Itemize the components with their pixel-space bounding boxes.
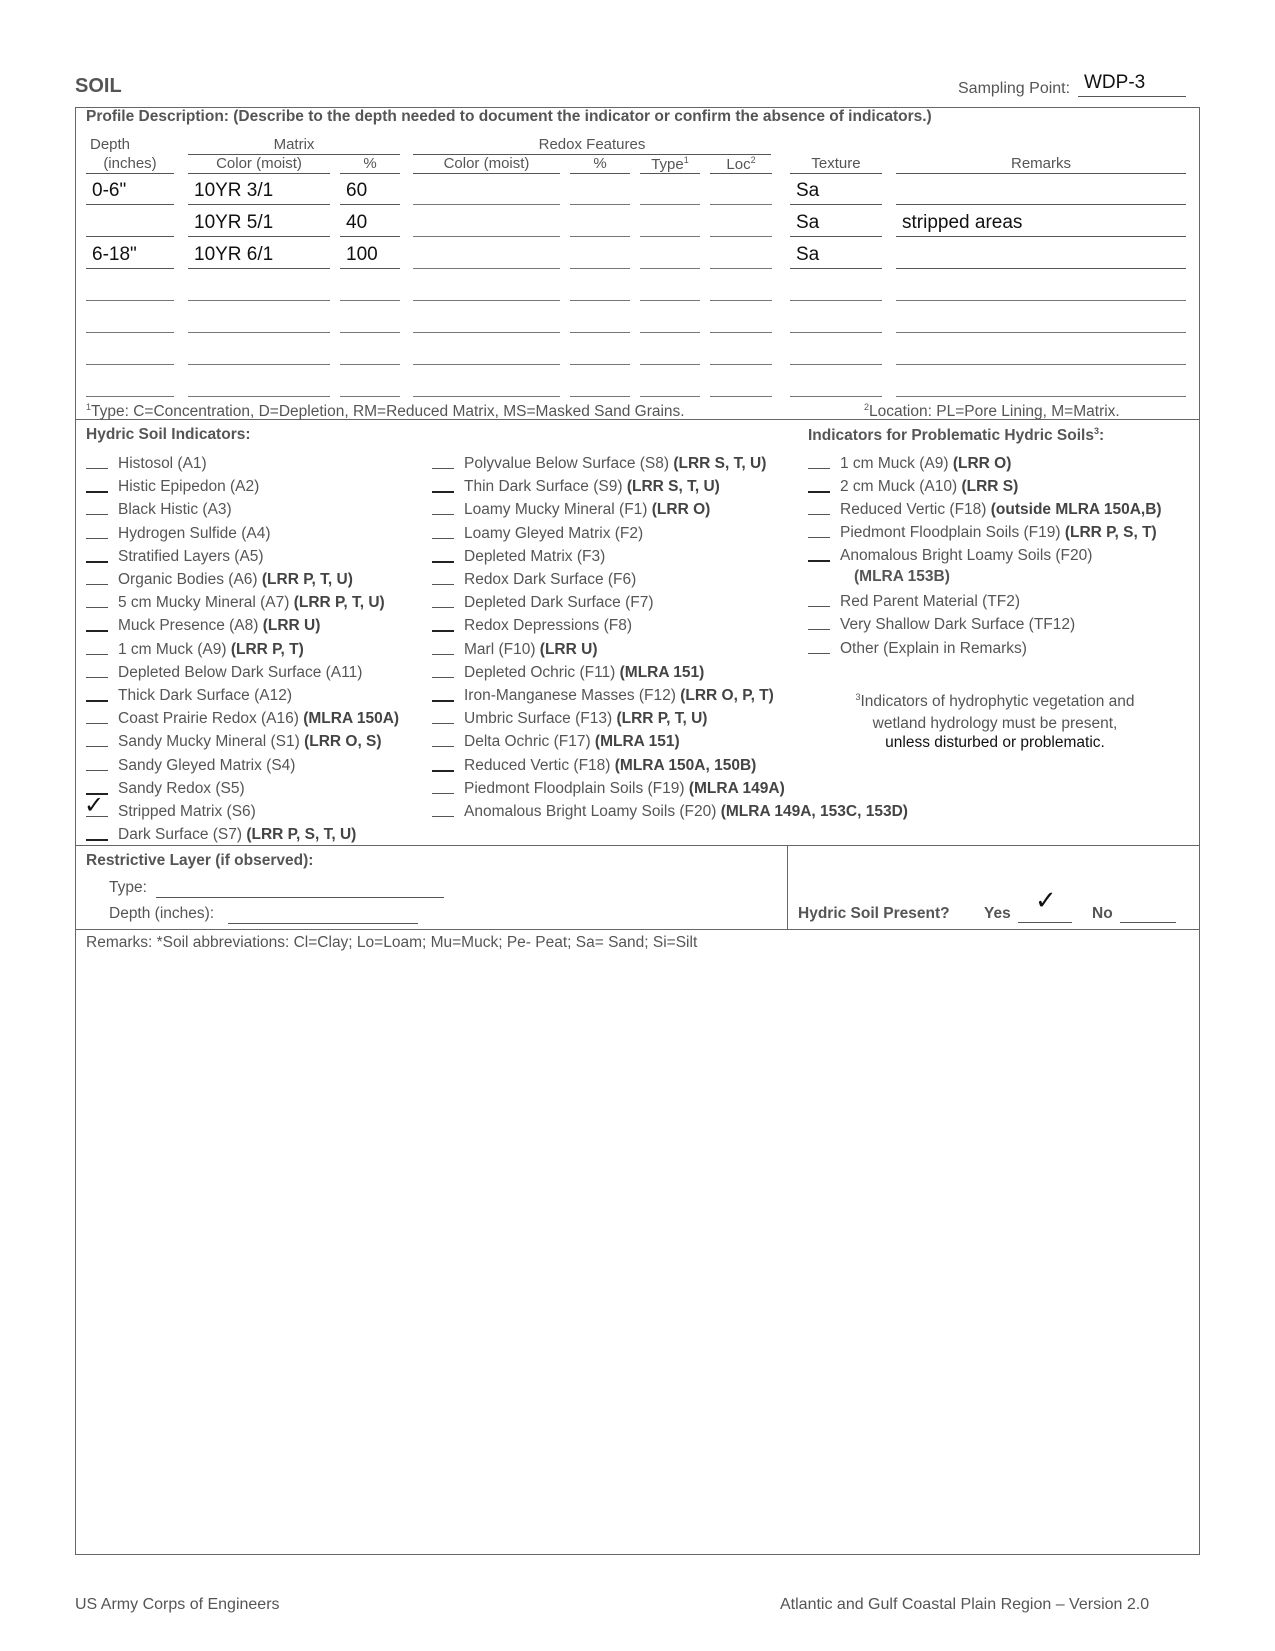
matrix-color-cell[interactable] bbox=[188, 338, 330, 365]
indicator-checkbox[interactable] bbox=[808, 499, 830, 515]
indicator-checkbox[interactable] bbox=[432, 476, 454, 493]
depth-cell[interactable] bbox=[86, 274, 174, 301]
matrix-pct-cell[interactable] bbox=[340, 338, 400, 365]
indicator-label: Histosol (A1) bbox=[118, 455, 207, 472]
indicator-label: Depleted Dark Surface (F7) bbox=[464, 594, 654, 612]
loc-cell[interactable] bbox=[710, 306, 772, 333]
indicator-checkbox[interactable] bbox=[432, 523, 454, 539]
indicator-region: (MLRA 150A) bbox=[303, 710, 400, 728]
indicator-label: Stripped Matrix (S6) bbox=[118, 803, 256, 820]
yes-check-icon: ✓ bbox=[1035, 885, 1057, 915]
matrix-color-cell[interactable] bbox=[188, 306, 330, 333]
indicator-item[interactable] bbox=[86, 778, 245, 800]
problematic-indicator-item[interactable] bbox=[808, 591, 1020, 613]
redox-pct-header: % bbox=[570, 155, 630, 174]
remarks-cell[interactable]: stripped areas bbox=[896, 210, 1186, 237]
indicator-checkbox[interactable] bbox=[86, 755, 108, 771]
matrix-pct-cell[interactable]: 100 bbox=[340, 242, 400, 269]
indicator-label: 1 cm Muck (A9) bbox=[840, 455, 953, 472]
restrictive-depth-label: Depth (inches): bbox=[109, 905, 215, 922]
indicator-label: Depleted Ochric (F11) bbox=[464, 663, 620, 681]
divider-remarks bbox=[75, 929, 1200, 930]
loc-cell[interactable] bbox=[710, 274, 772, 301]
indicator-item[interactable] bbox=[432, 755, 756, 777]
problematic-indicator-item[interactable] bbox=[808, 638, 1027, 660]
indicator-item[interactable] bbox=[86, 755, 295, 777]
indicator-label: Red Parent Material (TF2) bbox=[840, 593, 1021, 610]
redox-pct-cell[interactable] bbox=[570, 274, 630, 301]
indicator-label: Histic Epipedon (A2) bbox=[118, 478, 260, 496]
depth-cell[interactable] bbox=[86, 306, 174, 333]
indicator-item[interactable] bbox=[86, 824, 356, 846]
indicator-checkbox[interactable] bbox=[432, 453, 454, 469]
indicator-label: Delta Ochric (F17) bbox=[464, 733, 595, 751]
type-cell[interactable] bbox=[640, 370, 700, 397]
depth-cell[interactable] bbox=[86, 370, 174, 397]
indicator-label: Muck Presence (A8) bbox=[118, 617, 263, 635]
problematic-indicator-item[interactable] bbox=[808, 614, 1075, 636]
indicator-label: Very Shallow Dark Surface (TF12) bbox=[840, 616, 1076, 633]
redox-color-cell[interactable] bbox=[413, 178, 560, 205]
redox-color-cell[interactable] bbox=[413, 338, 560, 365]
indicator-footnote-line1: $^3$Indicators of hydrophytic vegetation and bbox=[855, 692, 1135, 711]
indicator-checkbox[interactable] bbox=[432, 778, 454, 794]
matrix-color-cell[interactable] bbox=[188, 274, 330, 301]
restrictive-type-field[interactable] bbox=[156, 879, 444, 898]
indicator-checkbox[interactable] bbox=[86, 499, 108, 515]
indicator-label: Redox Depressions (F8) bbox=[464, 617, 632, 635]
indicator-checkbox[interactable] bbox=[808, 638, 830, 654]
type-cell[interactable] bbox=[640, 306, 700, 333]
depth-cell[interactable]: 0-6" bbox=[86, 178, 174, 205]
indicator-item[interactable] bbox=[86, 523, 271, 545]
indicator-item[interactable] bbox=[86, 569, 353, 591]
indicator-checkbox[interactable] bbox=[432, 592, 454, 608]
indicator-region: (LRR P, T) bbox=[230, 640, 304, 658]
texture-cell[interactable]: Sa bbox=[790, 242, 882, 269]
indicator-region: (LRR O, S) bbox=[304, 733, 382, 751]
indicator-checkbox[interactable] bbox=[86, 523, 108, 539]
indicator-region: (LRR O, P, T) bbox=[680, 687, 774, 704]
indicator-item[interactable] bbox=[432, 801, 908, 823]
indicator-label: Marl (F10) bbox=[464, 640, 540, 658]
indicator-label: Iron-Manganese Masses (F12) bbox=[464, 687, 681, 704]
matrix-pct-cell[interactable]: 40 bbox=[340, 210, 400, 237]
remarks-cell[interactable] bbox=[896, 338, 1186, 365]
redox-pct-cell[interactable] bbox=[570, 210, 630, 237]
indicator-region: (LRR U) bbox=[539, 640, 598, 658]
indicator-item[interactable] bbox=[432, 615, 632, 637]
indicator-item[interactable] bbox=[84, 792, 256, 823]
indicator-checkbox[interactable] bbox=[808, 591, 830, 607]
mlra-153b-note: (MLRA 153B) bbox=[854, 568, 950, 585]
problematic-indicators-title: Indicators for Problematic Hydric Soils$^3$: bbox=[808, 426, 1105, 445]
indicator-label: Piedmont Floodplain Soils (F19) bbox=[464, 779, 689, 797]
indicator-checkbox[interactable] bbox=[432, 755, 454, 772]
indicator-label: Other (Explain in Remarks) bbox=[840, 640, 1027, 657]
indicator-item[interactable] bbox=[86, 453, 207, 475]
restrictive-depth-field[interactable] bbox=[228, 905, 418, 924]
indicator-item[interactable] bbox=[432, 546, 605, 568]
indicator-checkbox[interactable] bbox=[432, 499, 454, 515]
problematic-indicator-item[interactable] bbox=[808, 545, 1092, 567]
indicator-item[interactable] bbox=[432, 685, 774, 707]
loc-cell[interactable] bbox=[710, 338, 772, 365]
indicator-region: (LRR P, S, T, U) bbox=[246, 826, 357, 844]
indicator-item[interactable] bbox=[432, 523, 643, 545]
redox-pct-cell[interactable] bbox=[570, 338, 630, 365]
indicator-label: 5 cm Mucky Mineral (A7) bbox=[118, 594, 294, 612]
indicator-item[interactable] bbox=[86, 615, 320, 637]
indicator-checkbox[interactable] bbox=[432, 708, 454, 724]
indicator-region: (MLRA 149A, 153C, 153D) bbox=[720, 803, 908, 820]
indicator-item[interactable] bbox=[86, 731, 382, 753]
indicator-item[interactable] bbox=[432, 569, 636, 591]
indicator-checkbox[interactable] bbox=[86, 685, 108, 702]
redox-color-cell[interactable] bbox=[413, 274, 560, 301]
indicator-label: Anomalous Bright Loamy Soils (F20) bbox=[464, 803, 721, 820]
indicator-region: (outside MLRA 150A,B) bbox=[990, 501, 1162, 518]
matrix-color-cell[interactable]: 10YR 6/1 bbox=[188, 242, 330, 269]
indicator-checkbox[interactable] bbox=[432, 546, 454, 563]
indicator-checkbox[interactable] bbox=[808, 545, 830, 562]
type-cell[interactable] bbox=[640, 210, 700, 237]
indicator-region: (LRR O) bbox=[651, 501, 711, 519]
remarks-text[interactable]: Remarks: *Soil abbreviations: Cl=Clay; Lo=Loam; Mu=Muck; Pe- Peat; Sa= Sand; Si=Silt bbox=[86, 934, 698, 951]
indicator-item[interactable] bbox=[432, 662, 704, 684]
indicator-label: Sandy Mucky Mineral (S1) bbox=[118, 733, 305, 751]
indicator-label: Umbric Surface (F13) bbox=[464, 710, 617, 728]
indicator-item[interactable] bbox=[432, 592, 654, 614]
redox-pct-cell[interactable] bbox=[570, 306, 630, 333]
indicator-label: 1 cm Muck (A9) bbox=[118, 640, 231, 658]
indicator-label: Thin Dark Surface (S9) bbox=[464, 478, 627, 496]
indicator-item[interactable] bbox=[432, 453, 766, 475]
indicator-label: Organic Bodies (A6) bbox=[118, 571, 262, 588]
footer-right: Atlantic and Gulf Coastal Plain Region – Version 2.0 bbox=[780, 1596, 1150, 1613]
redox-color-cell[interactable] bbox=[413, 306, 560, 333]
indicator-item[interactable] bbox=[86, 592, 385, 614]
indicator-label: Hydrogen Sulfide (A4) bbox=[118, 524, 271, 542]
type-cell[interactable] bbox=[640, 178, 700, 205]
indicator-item[interactable] bbox=[432, 499, 710, 521]
indicator-checkbox[interactable] bbox=[86, 546, 108, 563]
indicator-region: (LRR U) bbox=[262, 617, 321, 635]
indicator-checkbox[interactable] bbox=[432, 615, 454, 632]
indicator-label: Sandy Gleyed Matrix (S4) bbox=[118, 756, 296, 774]
indicator-checkbox[interactable] bbox=[808, 522, 830, 538]
indicator-label: Black Histic (A3) bbox=[118, 501, 232, 519]
matrix-color-header: Color (moist) bbox=[188, 155, 330, 174]
indicator-item[interactable] bbox=[86, 685, 292, 707]
indicator-checkbox[interactable] bbox=[86, 731, 108, 747]
no-label: No bbox=[1092, 905, 1113, 922]
depth-units-header: (inches) bbox=[86, 155, 174, 174]
indicator-label: Dark Surface (S7) bbox=[118, 826, 247, 844]
type-footnote: $^1$Type: C=Concentration, D=Depletion, RM=Reduced Matrix, MS=Masked Sand Grains. bbox=[86, 402, 685, 421]
indicator-region: (LRR S, T, U) bbox=[626, 478, 720, 496]
problematic-indicator-item[interactable] bbox=[808, 453, 1011, 475]
indicator-item[interactable] bbox=[86, 546, 264, 568]
texture-cell[interactable] bbox=[790, 306, 882, 333]
matrix-color-cell[interactable]: 10YR 3/1 bbox=[188, 178, 330, 205]
matrix-pct-cell[interactable]: 60 bbox=[340, 178, 400, 205]
indicator-checkbox[interactable] bbox=[86, 476, 108, 493]
sampling-point-label: Sampling Point: bbox=[958, 80, 1071, 97]
indicator-checkbox[interactable] bbox=[86, 662, 108, 678]
redox-color-cell[interactable] bbox=[413, 210, 560, 237]
divider-hydric-present bbox=[787, 845, 788, 929]
redox-group-header: Redox Features bbox=[413, 136, 771, 155]
indicator-region: (LRR P, T, U) bbox=[261, 571, 353, 588]
restrictive-layer-title: Restrictive Layer (if observed): bbox=[86, 852, 314, 869]
indicator-footnote-line3: unless disturbed or problematic. bbox=[885, 734, 1105, 751]
matrix-pct-cell[interactable] bbox=[340, 274, 400, 301]
restrictive-type-label: Type: bbox=[109, 879, 147, 896]
redox-pct-cell[interactable] bbox=[570, 242, 630, 269]
indicator-label: Piedmont Floodplain Soils (F19) bbox=[840, 524, 1065, 541]
indicator-region: (MLRA 151) bbox=[619, 663, 705, 681]
type-header: Type$^1$ bbox=[640, 155, 700, 174]
indicator-label: Loamy Mucky Mineral (F1) bbox=[464, 501, 652, 519]
indicator-label: Redox Dark Surface (F6) bbox=[464, 571, 637, 588]
texture-cell[interactable] bbox=[790, 370, 882, 397]
indicator-label: Reduced Vertic (F18) bbox=[840, 501, 991, 518]
loc-cell[interactable] bbox=[710, 210, 772, 237]
check-icon: ✓ bbox=[84, 792, 105, 819]
indicator-checkbox[interactable] bbox=[86, 708, 108, 724]
indicator-checkbox[interactable] bbox=[86, 615, 108, 632]
redox-color-cell[interactable] bbox=[413, 242, 560, 269]
indicator-item[interactable] bbox=[86, 708, 399, 730]
indicator-checkbox[interactable] bbox=[808, 614, 830, 630]
indicator-checkbox[interactable] bbox=[86, 453, 108, 469]
problematic-indicator-item[interactable] bbox=[808, 522, 1157, 544]
indicator-checkbox[interactable] bbox=[808, 476, 830, 493]
indicator-checkbox[interactable] bbox=[432, 569, 454, 585]
problematic-indicator-item[interactable] bbox=[808, 499, 1162, 521]
indicator-item[interactable] bbox=[86, 662, 362, 684]
indicator-label: Coast Prairie Redox (A16) bbox=[118, 710, 304, 728]
depth-cell[interactable]: 6-18" bbox=[86, 242, 174, 269]
texture-header: Texture bbox=[790, 155, 882, 174]
remarks-cell[interactable] bbox=[896, 274, 1186, 301]
indicator-item[interactable] bbox=[432, 778, 785, 800]
depth-header: Depth bbox=[90, 136, 131, 153]
matrix-pct-header: % bbox=[340, 155, 400, 174]
indicator-region: (MLRA 151) bbox=[594, 733, 680, 751]
indicator-label: 2 cm Muck (A10) bbox=[840, 478, 962, 495]
indicator-checkbox[interactable] bbox=[432, 639, 454, 655]
matrix-color-cell[interactable]: 10YR 5/1 bbox=[188, 210, 330, 237]
no-field[interactable] bbox=[1120, 904, 1176, 923]
matrix-group-header: Matrix bbox=[188, 136, 400, 155]
indicator-item[interactable] bbox=[86, 639, 304, 661]
indicator-checkbox[interactable] bbox=[86, 569, 108, 585]
indicator-region: (LRR S, T, U) bbox=[673, 455, 767, 472]
redox-color-cell[interactable] bbox=[413, 370, 560, 397]
remarks-cell[interactable] bbox=[896, 178, 1186, 205]
type-cell[interactable] bbox=[640, 338, 700, 365]
indicator-item[interactable] bbox=[432, 639, 597, 661]
indicator-region: (LRR P, S, T) bbox=[1064, 524, 1157, 541]
indicator-checkbox[interactable] bbox=[432, 731, 454, 747]
texture-cell[interactable] bbox=[790, 274, 882, 301]
indicator-item[interactable] bbox=[432, 708, 707, 730]
yes-label: Yes bbox=[984, 905, 1011, 922]
hydric-indicators-title: Hydric Soil Indicators: bbox=[86, 426, 251, 443]
loc-cell[interactable] bbox=[710, 178, 772, 205]
loc-header: Loc$^2$ bbox=[710, 155, 772, 174]
indicator-checkbox[interactable] bbox=[84, 792, 108, 819]
indicator-item[interactable] bbox=[432, 731, 680, 753]
indicator-checkbox[interactable] bbox=[86, 824, 108, 841]
matrix-pct-cell[interactable] bbox=[340, 370, 400, 397]
page-title: SOIL bbox=[75, 75, 122, 97]
indicator-checkbox[interactable] bbox=[808, 453, 830, 469]
indicator-footnote-line2: wetland hydrology must be present, bbox=[872, 715, 1118, 732]
sampling-point-field[interactable]: WDP-3 bbox=[1078, 72, 1186, 97]
redox-pct-cell[interactable] bbox=[570, 370, 630, 397]
indicator-label: Sandy Redox (S5) bbox=[118, 779, 245, 797]
indicator-label: Polyvalue Below Surface (S8) bbox=[464, 455, 674, 472]
indicator-region: (LRR P, T, U) bbox=[616, 710, 708, 728]
indicator-checkbox[interactable] bbox=[432, 685, 454, 702]
indicator-region: (MLRA 150A, 150B) bbox=[614, 756, 757, 774]
footer-left: US Army Corps of Engineers bbox=[75, 1596, 280, 1613]
profile-description-title: Profile Description: (Describe to the depth needed to document the indicator or confirm the absence of indicators.) bbox=[86, 108, 932, 125]
indicator-label: Reduced Vertic (F18) bbox=[464, 756, 615, 774]
indicator-region: (LRR S) bbox=[961, 478, 1019, 495]
indicator-item[interactable] bbox=[432, 476, 720, 498]
redox-pct-cell[interactable] bbox=[570, 178, 630, 205]
loc-cell[interactable] bbox=[710, 370, 772, 397]
depth-cell[interactable] bbox=[86, 338, 174, 365]
problematic-indicator-item[interactable] bbox=[808, 476, 1018, 498]
depth-cell[interactable] bbox=[86, 210, 174, 237]
texture-cell[interactable] bbox=[790, 338, 882, 365]
type-cell[interactable] bbox=[640, 274, 700, 301]
indicator-label: Depleted Below Dark Surface (A11) bbox=[118, 663, 363, 681]
hydric-soil-present-label: Hydric Soil Present? bbox=[798, 905, 950, 922]
loc-cell[interactable] bbox=[710, 242, 772, 269]
indicator-checkbox[interactable] bbox=[86, 592, 108, 608]
redox-color-header: Color (moist) bbox=[413, 155, 560, 174]
indicator-checkbox[interactable] bbox=[432, 662, 454, 678]
indicator-checkbox[interactable] bbox=[86, 639, 108, 655]
texture-cell[interactable]: Sa bbox=[790, 178, 882, 205]
type-cell[interactable] bbox=[640, 242, 700, 269]
indicator-label: Loamy Gleyed Matrix (F2) bbox=[464, 524, 644, 542]
remarks-cell[interactable] bbox=[896, 242, 1186, 269]
indicator-label: Thick Dark Surface (A12) bbox=[118, 687, 292, 704]
location-footnote: $^2$Location: PL=Pore Lining, M=Matrix. bbox=[864, 402, 1120, 421]
matrix-color-cell[interactable] bbox=[188, 370, 330, 397]
indicator-item[interactable] bbox=[86, 476, 259, 498]
remarks-header: Remarks bbox=[896, 155, 1186, 174]
indicator-region: (LRR O) bbox=[952, 455, 1012, 472]
indicator-checkbox[interactable] bbox=[432, 801, 454, 817]
indicator-region: (MLRA 149A) bbox=[688, 779, 785, 797]
matrix-pct-cell[interactable] bbox=[340, 306, 400, 333]
indicator-item[interactable] bbox=[86, 499, 232, 521]
indicator-region: (LRR P, T, U) bbox=[293, 594, 385, 612]
indicator-label: Anomalous Bright Loamy Soils (F20) bbox=[840, 547, 1093, 564]
remarks-cell[interactable] bbox=[896, 370, 1186, 397]
texture-cell[interactable]: Sa bbox=[790, 210, 882, 237]
remarks-cell[interactable] bbox=[896, 306, 1186, 333]
indicator-label: Stratified Layers (A5) bbox=[118, 547, 264, 565]
indicator-label: Depleted Matrix (F3) bbox=[464, 547, 606, 565]
